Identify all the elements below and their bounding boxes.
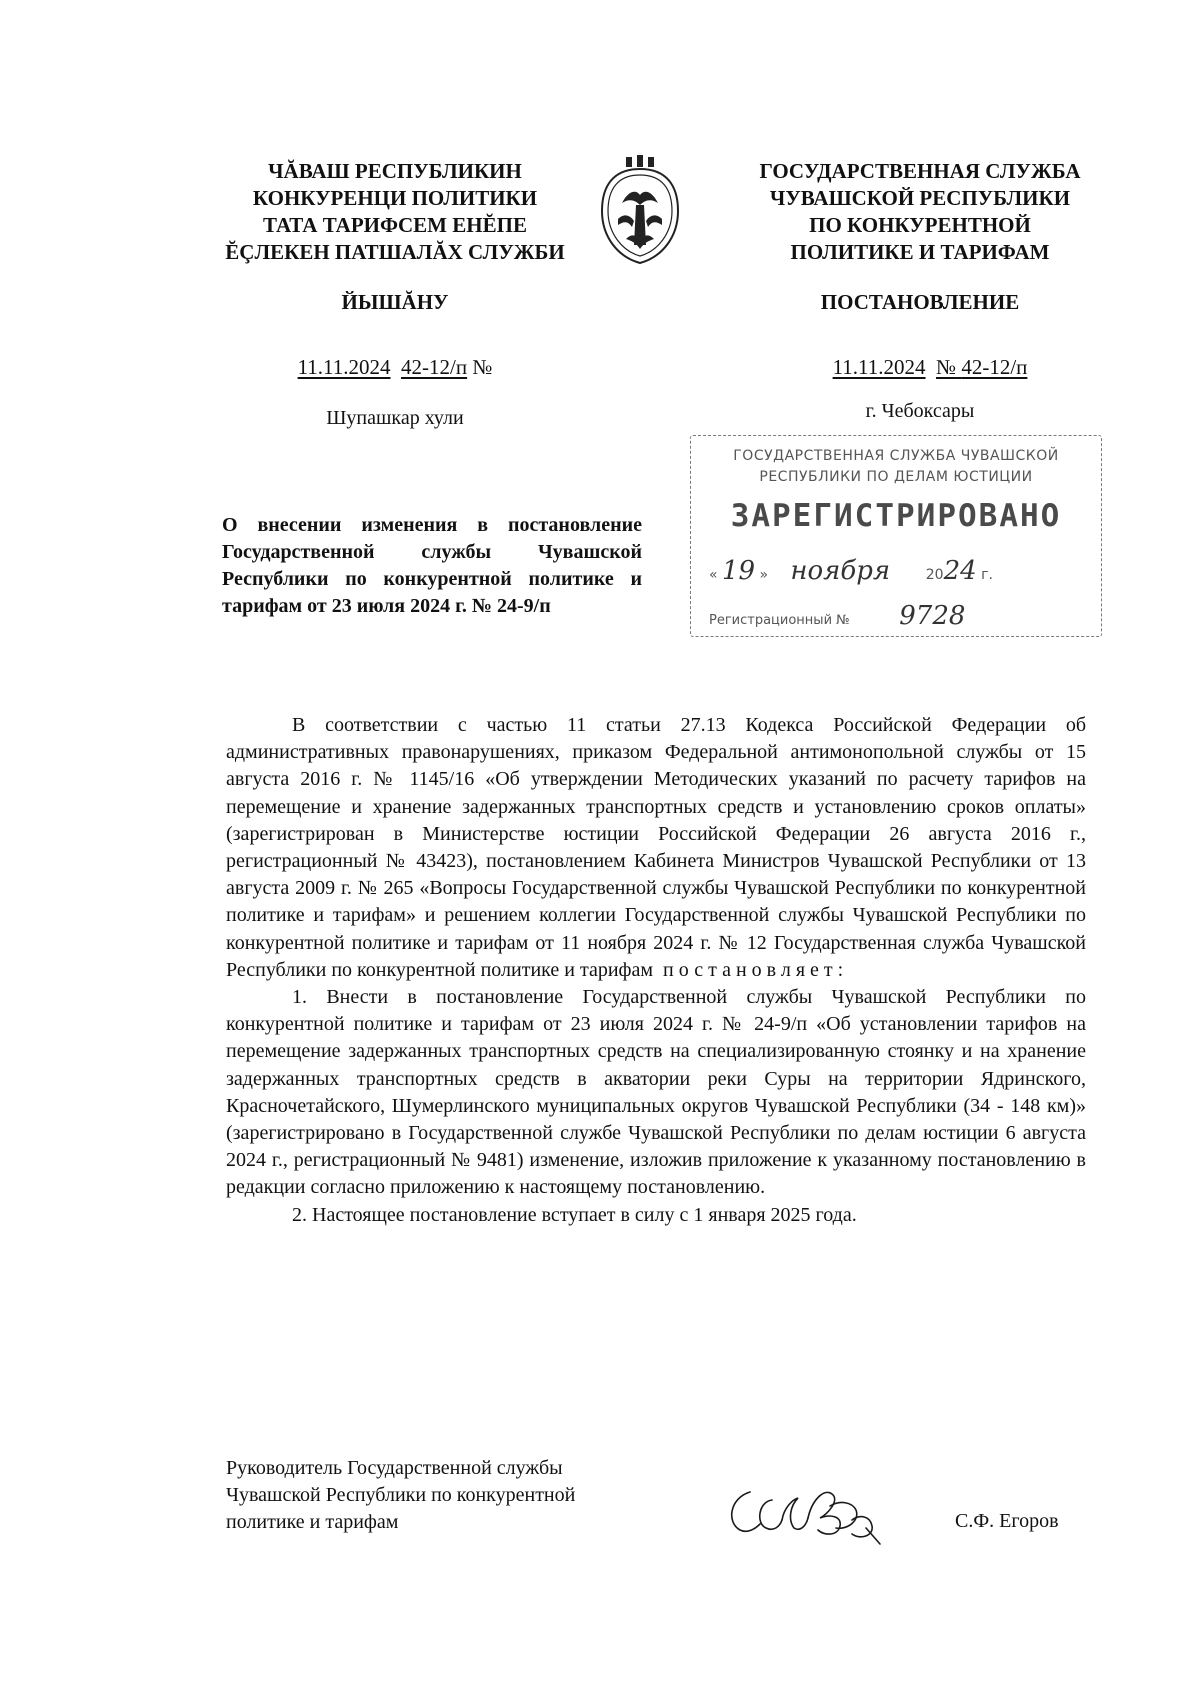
chuvash-date: 11.11.2024 [297, 355, 391, 379]
stamp-agency-line: РЕСПУБЛИКИ ПО ДЕЛАМ ЮСТИЦИИ [759, 469, 1033, 485]
stamp-reg-label: Регистрационный № [709, 613, 850, 628]
russian-date: 11.11.2024 [832, 355, 926, 379]
registration-stamp [690, 435, 1102, 637]
decree-word: постановляет: [663, 958, 849, 981]
stamp-year-suffix: 24 [943, 556, 977, 586]
russian-agency-line: ПОЛИТИКЕ И ТАРИФАМ [790, 240, 1050, 264]
stamp-day: 19 [722, 556, 756, 586]
chuvash-number: 42-12/п [401, 355, 468, 379]
stamp-agency-line: ГОСУДАРСТВЕННАЯ СЛУЖБА ЧУВАШСКОЙ [733, 448, 1059, 464]
chuvash-agency-line: ЧĂВАШ РЕСПУБЛИКИН [268, 159, 522, 183]
russian-date-number [740, 355, 1120, 380]
stamp-year-prefix: 20 [925, 567, 944, 583]
signer-position-line: политике и тарифам [226, 1511, 399, 1533]
stamp-date: « 19 » ноября 2024 г. [709, 556, 993, 586]
signer-position [226, 1455, 666, 1536]
preamble-paragraph [226, 712, 1086, 984]
chuvash-agency-name [215, 158, 575, 266]
russian-agency-name [730, 158, 1110, 266]
document-body [226, 712, 1086, 1229]
signer-position-line: Чувашской Республики по конкурентной [226, 1484, 576, 1506]
preamble-text: В соответствии с частью 11 статьи 27.13 Кодекса Российской Федерации об административных правонарушениях, приказом Федеральной антимонопольной службы от 15 августа 2016 г. № 1145/16 «Об утверждении Методических указаний по расчету тарифов на перемещение и хранение задержанных транспортных средств и установлению сроков оплаты» (зарегистрирован в Министерстве юстиции Российской Федерации 26 августа 2016 г., регистрационный № 43423), постановлением Кабинета Министров Чувашской Республики от 13 августа 2009 г. № 265 «Вопросы Государственной службы Чувашской Республики по конкурентной политике и тарифам» и решением коллегии Государственной службы Чувашской Республики по конкурентной политике и тарифам от 11 ноября 2024 г. № 12 Государственная служба Чувашской Республики по конкурентной политике и тарифам [226, 714, 1086, 981]
russian-number-sign: № [936, 355, 957, 379]
signer-position-line: Руководитель Государственной службы [226, 1457, 563, 1479]
chuvash-number-sign: № [472, 355, 493, 379]
russian-agency-line: ГОСУДАРСТВЕННАЯ СЛУЖБА [759, 159, 1081, 183]
chuvash-agency-line: КОНКУРЕНЦИ ПОЛИТИКИ [252, 186, 538, 210]
stamp-reg-number: 9728 [899, 601, 966, 631]
signer-name: С.Ф. Егоров [955, 1510, 1059, 1532]
stamp-agency [691, 446, 1101, 488]
chuvash-agency-line: ТАТА ТАРИФСЕМ ЕНĔПЕ [263, 213, 527, 237]
chuvash-agency-line: ĔÇЛЕКЕН ПАТШАЛĂХ СЛУЖБИ [225, 240, 565, 264]
item-1: 1. Внести в постановление Государственной службы Чувашской Республики по конкурентной политике и тарифам от 23 июля 2024 г. № 24-9/п «Об установлении тарифов на перемещение задержанных транспортных средств на специализированную стоянку и на хранение задержанных транспортных средств в акватории реки Суры на территории Ядринского, Красночетайского, Шумерлинского муниципальных округов Чувашской Республики (34 - 148 км)» (зарегистрировано в Государственной службе Чувашской Республики по делам юстиции 6 августа 2024 г., регистрационный № 9481) изменение, изложив приложение к указанному постановлению в редакции согласно приложению к настоящему постановлению. [226, 986, 1086, 1199]
coat-of-arms-icon [596, 155, 684, 267]
russian-number: 42-12/п [961, 355, 1028, 379]
stamp-reg [709, 601, 965, 631]
russian-agency-line: ПО КОНКУРЕНТНОЙ [809, 213, 1031, 237]
item-2: 2. Настоящее постановление вступает в силу с 1 января 2025 года. [292, 1203, 857, 1226]
handwritten-signature [720, 1470, 890, 1550]
chuvash-city: Шупашкар хули [326, 407, 464, 429]
stamp-year-mark: г. [981, 567, 993, 583]
chuvash-doc-type: ЙЫШĂНУ [341, 290, 449, 314]
chuvash-date-number [215, 355, 575, 380]
russian-agency-line: ЧУВАШСКОЙ РЕСПУБЛИКИ [769, 186, 1071, 210]
stamp-status: ЗАРЕГИСТРИРОВАНО [730, 498, 1062, 534]
russian-doc-type: ПОСТАНОВЛЕНИЕ [820, 290, 1020, 314]
stamp-month: ноября [790, 556, 891, 586]
russian-city: г. Чебоксары [865, 400, 975, 422]
document-subject: О внесении изменения в постановление Государственной службы Чувашской Республики по конкурентной политике и тарифам от 23 июля 2024 г. № 24-9/п [222, 514, 642, 617]
